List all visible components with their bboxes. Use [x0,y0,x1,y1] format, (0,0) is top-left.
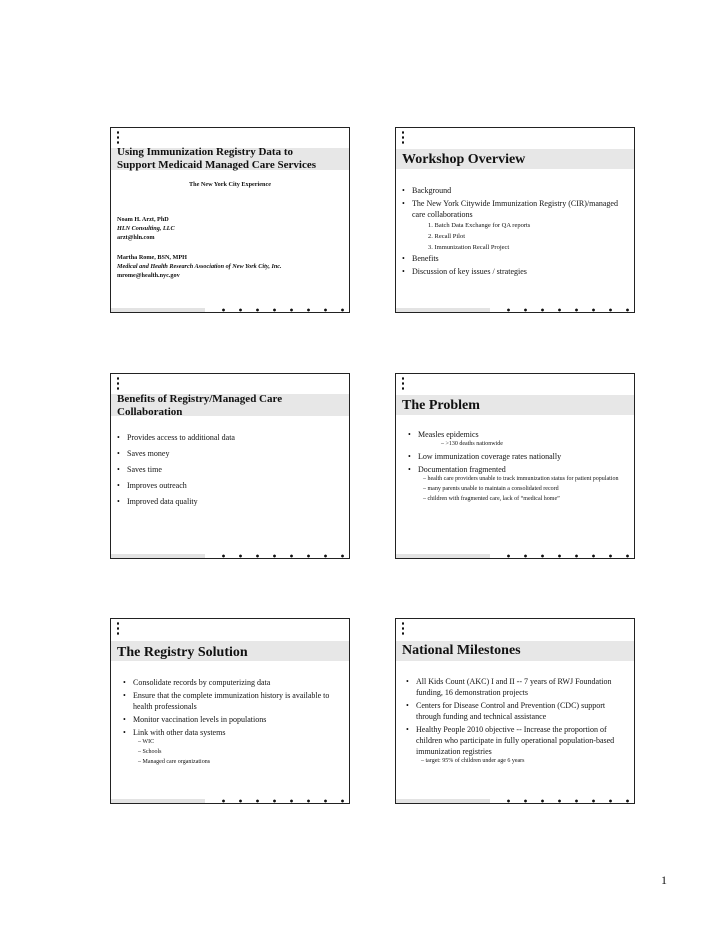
sub-list [133,738,343,767]
list-item: • Consolidate records by computerizing data [123,678,271,687]
slide-subtitle: The New York City Experience [189,181,271,188]
slide-footer [111,797,349,803]
list-item: • Ensure that the complete immunization history is available to health professionals [123,691,330,711]
numbered-list [412,220,628,253]
sub-list-item: – WIC [138,739,155,745]
list-item: • Benefits [402,254,439,263]
sub-list-item: – target: 95% of children under age 6 years [421,758,525,764]
sub-list [418,440,628,449]
list-item: • Discussion of key issues / strategies [402,267,527,276]
bullet-list [408,429,628,506]
slide-footer [111,306,349,312]
list-item: 3. Immunization Recall Project [428,244,510,251]
author-block-2 [117,253,282,280]
list-item: • Monitor vaccination levels in populations [123,715,267,724]
list-item: • Measles epidemics – >130 deaths nationwide [408,429,628,449]
bullet-dots-decoration [402,621,404,637]
author-org: Medical and Health Research Association of New York City, Inc. [117,263,282,270]
list-item: • Background [402,186,452,195]
title-line-2: Support Medicaid Managed Care Services [117,159,317,171]
list-item: • Low immunization coverage rates nationally [408,452,562,461]
title-line-1: Using Immunization Registry Data to [117,146,293,158]
list-item: • Improved data quality [117,497,198,506]
list-item: • Saves money [117,449,170,458]
list-item: • Saves time [117,465,162,474]
author-email: mrome@health.nyc.gov [117,272,180,279]
slide-footer [111,552,349,558]
slide-footer [396,306,634,312]
list-item: • Improves outreach [117,481,187,490]
bullet-list [402,185,628,279]
sub-list-item: – many parents unable to maintain a consolidated record [423,486,559,492]
page-number: 1 [661,873,667,887]
title-line-1: Benefits of Registry/Managed Care [117,393,283,405]
bullet-list [117,432,343,512]
author-email: arzt@hln.com [117,234,155,241]
slide-5 [110,618,350,804]
slide-footer [396,797,634,803]
list-item: • Provides access to additional data [117,433,235,442]
slide-title: The Registry Solution [117,645,248,660]
bullet-dots-decoration [117,621,119,637]
author-block-1 [117,215,175,242]
author-name: Martha Rome, BSN, MPH [117,254,187,261]
bullet-list [123,677,343,769]
slide-title: The Problem [402,398,480,413]
sub-list-item: – children with fragmented care, lack of “medical home” [423,496,560,502]
slide-3 [110,373,350,559]
author-org: HLN Consulting, LLC [117,225,175,232]
slide-4 [395,373,635,559]
slide-1 [110,127,350,313]
slide-title: Workshop Overview [402,152,526,167]
list-item: • The New York Citywide Immunization Registry (CIR)/managed care collaborations 1. Batch Data Exchange for QA reports 2. Recall Pilot 3. Immunization Recall Project [402,198,628,253]
list-item: • Centers for Disease Control and Prevention (CDC) support through funding and technical assistance [406,701,606,721]
list-item: • Healthy People 2010 objective -- Increase the proportion of children who participate in fully operational population-based immunization registries – target: 95% of children under age 6 years [406,724,628,766]
sub-list-item: – Schools [138,749,162,755]
list-item: 1. Batch Data Exchange for QA reports [428,222,531,229]
bullet-dots-decoration [402,130,404,146]
bullet-dots-decoration [117,376,119,392]
list-item: 2. Recall Pilot [428,233,466,240]
sub-list-item: – >130 deaths nationwide [441,441,503,447]
author-name: Noam H. Arzt, PhD [117,216,169,223]
slide-title [117,146,345,172]
sub-list [416,757,628,766]
slide-6 [395,618,635,804]
slide-title: National Milestones [402,643,521,658]
list-item: • Documentation fragmented – health care providers unable to track immunization status for patient population – many parents unable to maintain a consolidated record – children with fragmented care, lack of “medical home” [408,464,628,504]
bullet-list [406,676,628,768]
bullet-dots-decoration [402,376,404,392]
sub-list-item: – Managed care organizations [138,759,211,765]
list-item: • All Kids Count (AKC) I and II -- 7 years of RWJ Foundation funding, 16 demonstration projects [406,677,612,697]
list-item: • Link with other data systems – WIC – Schools – Managed care organizations [123,727,343,767]
slide-title [117,393,345,419]
title-line-2: Collaboration [117,406,183,418]
sub-list-item: – health care providers unable to track immunization status for patient population [423,476,619,482]
slide-footer [396,552,634,558]
slide-2 [395,127,635,313]
sub-list [418,475,628,504]
bullet-dots-decoration [117,130,119,146]
